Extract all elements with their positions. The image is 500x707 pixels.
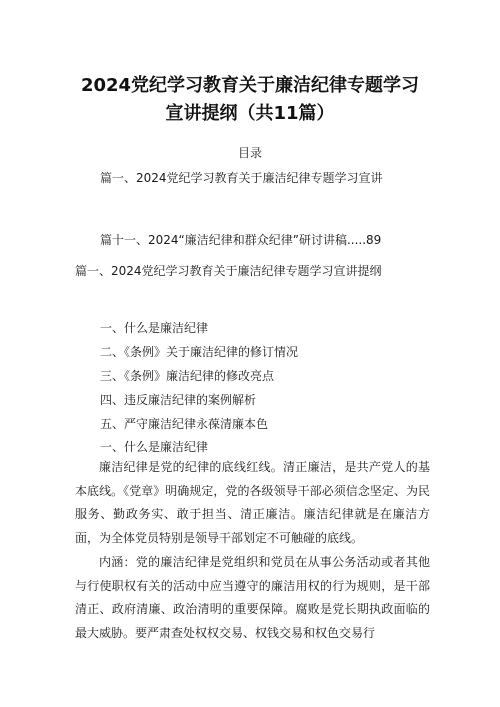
section-heading: 篇一、2024党纪学习教育关于廉洁纪律专题学习宣讲提纲: [75, 264, 382, 278]
toc-item[interactable]: 篇十一、2024“廉洁纪律和群众纪律”研讨讲稿.....89: [100, 233, 382, 247]
toc-item[interactable]: 篇一、2024党纪学习教育关于廉洁纪律专题学习宣讲: [100, 171, 383, 185]
outline-item: 二、《条例》关于廉洁纪律的修订情况: [100, 345, 299, 359]
body-paragraph: 内涵：党的廉洁纪律是党组织和党员在从事公务活动或者其他与行使职权有关的活动中应当遵守的廉洁用权的行为规则，是干部清正、政府清廉、政治清明的重要保障。腐败是党长期执政面临的最大威胁。要严肃查处权权交易、权钱交易和权色交易行: [75, 555, 430, 640]
toc-heading: 目录: [237, 146, 262, 160]
outline-item: 三、《条例》廉洁纪律的修改亮点: [100, 369, 275, 383]
outline-item: 五、严守廉洁纪律永葆清廉本色: [100, 417, 269, 431]
outline-item: 一、什么是廉洁纪律: [100, 321, 209, 335]
document-title-line-2: 宣讲提纲（共11篇）: [165, 103, 335, 124]
document-title-line-1: 2024党纪学习教育关于廉洁纪律专题学习: [80, 75, 420, 96]
subsection-heading: 一、什么是廉洁纪律: [100, 440, 209, 454]
outline-item: 四、违反廉洁纪律的案例解析: [100, 393, 257, 407]
body-paragraph: 廉洁纪律是党的纪律的底线红线。清正廉洁，是共产党人的基本底线。《党章》明确规定，党的各级领导干部必须信念坚定、为民服务、勤政务实、敢于担当、清正廉洁。廉洁纪律就是在廉洁方面，为全体党员特别是领导干部划定不可触碰的底线。: [75, 460, 430, 545]
